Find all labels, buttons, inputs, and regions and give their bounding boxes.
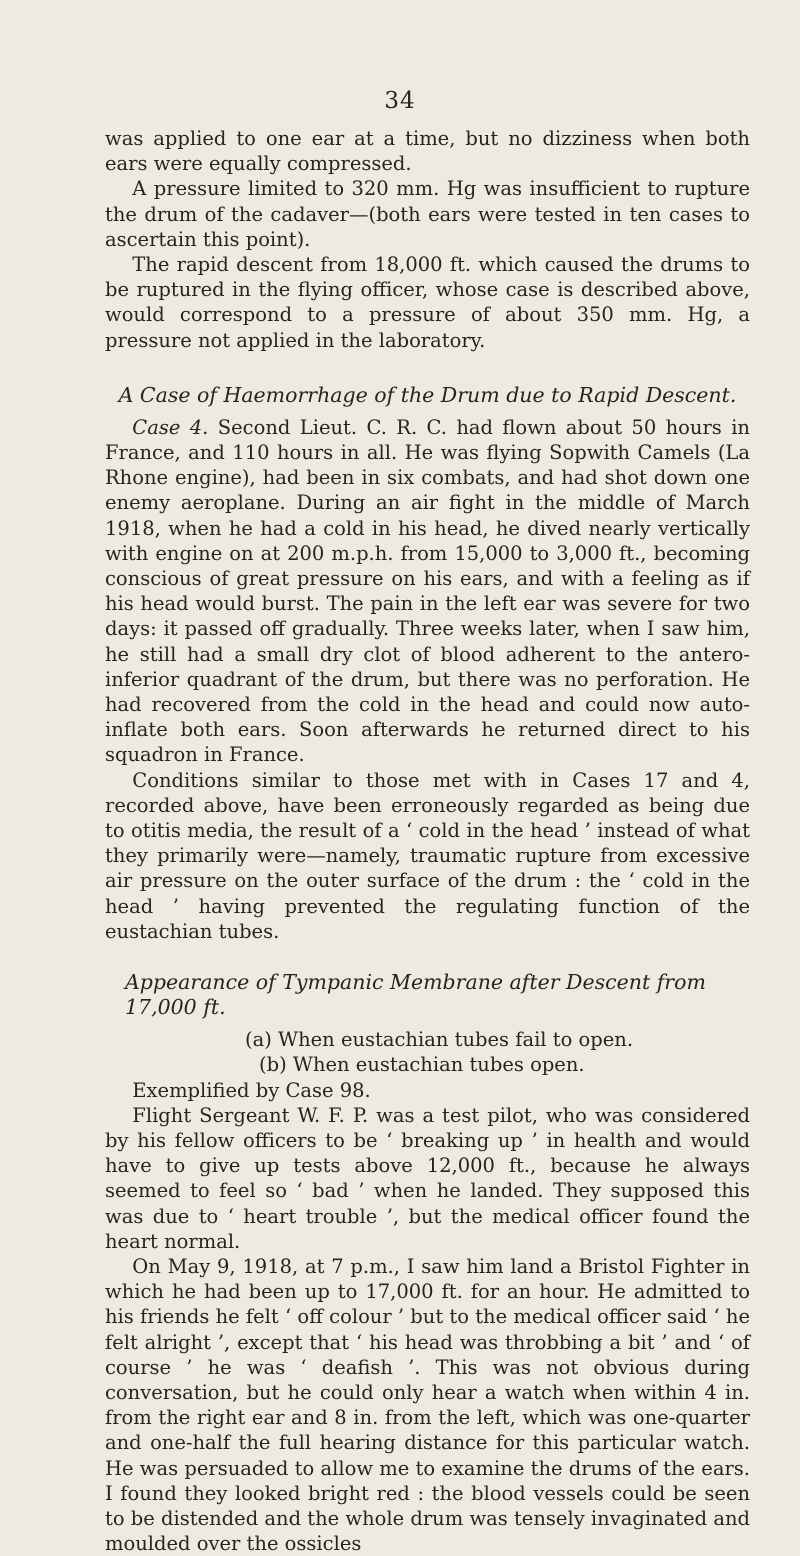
paragraph-may-9: On May 9, 1918, at 7 p.m., I saw him land a Bristol Fighter in which he had been up to 17,000 ft. for an hour. He admitted to his friends he felt ‘ off colour ’ but to the medical officer said ‘ he felt alright ’, except that ‘ his head was throbbing a bit ’ and ‘ of course ’ he was ‘ deafish ’. This was not obvious during conversation, but he could only hear a watch when within 4 in. from the right ear and 8 in. from the left, which was one-quarter and one-half the full hearing distance for this particular watch. He was persuaded to allow me to examine the drums of the ears. I found they looked bright red : the blood vessels could be seen to be distended and the whole drum was tensely invaginated and moulded over the ossicles bbox=[105, 1254, 750, 1556]
section-heading-appearance: Appearance of Tympanic Membrane after Descent from 17,000 ft. bbox=[125, 970, 706, 1020]
paragraph-exemplified: Exemplified by Case 98. bbox=[132, 1078, 371, 1102]
paragraph-conditions: Conditions similar to those met with in Cases 17 and 4, recorded above, have been erroneously regarded as being due to otitis media, the result of a ‘ cold in the head ’ instead of what they primarily were—namely, traumatic rupture from excessive air pressure on the outer surface of the drum : the ‘ cold in the head ’ having prevented the regulating function of the eustachian tubes. bbox=[105, 768, 750, 943]
paragraph-pressure-limit: A pressure limited to 320 mm. Hg was insufficient to rupture the drum of the cadaver—(both ears were tested in ten cases to ascertain this point). bbox=[105, 177, 750, 251]
body-text bbox=[105, 126, 750, 1556]
paragraph-flight-sergeant: Flight Sergeant W. F. P. was a test pilot, who was considered by his fellow officers to be ‘ breaking up ’ in health and would have to give up tests above 12,000 ft., because he always seemed to feel so ‘ bad ’ when he landed. They supposed this was due to ‘ heart trouble ’, but the medical officer found the heart normal. bbox=[105, 1103, 750, 1253]
paragraph-continuation: was applied to one ear at a time, but no dizziness when both ears were equally compressed. bbox=[105, 127, 750, 176]
case-4-text: Second Lieut. C. R. C. had flown about 50 hours in France, and 110 hours in all. He was flying Sopwith Camels (La Rhone engine), had been in six combats, and had shot down one enemy aeroplane. During an air fight in the middle of March 1918, when he had a cold in his head, he dived nearly vertically with engine on at 200 m.p.h. from 15,000 to 3,000 ft., becoming conscious of great pressure on his ears, and with a feeling as if his head would burst. The pain in the left ear was severe for two days: it passed off gradually. Three weeks later, when I saw him, he still had a small dry clot of blood adherent to the antero-inferior quadrant of the drum, but there was no perforation. He had recovered from the cold in the head and could now auto-inflate both ears. Soon afterwards he returned direct to his squadron in France. bbox=[105, 415, 750, 767]
case-4-label: Case 4. bbox=[132, 415, 209, 439]
paragraph-case-4 bbox=[105, 415, 750, 768]
conditions-list bbox=[105, 1027, 750, 1077]
page-number: 34 bbox=[384, 88, 416, 114]
list-item: (a) When eustachian tubes fail to open. bbox=[245, 1028, 634, 1052]
section-heading-haemorrhage: A Case of Haemorrhage of the Drum due to Rapid Descent. bbox=[118, 382, 737, 407]
list-item: (b) When eustachian tubes open. bbox=[259, 1053, 585, 1077]
paragraph-rapid-descent: The rapid descent from 18,000 ft. which caused the drums to be ruptured in the flying officer, whose case is described above, would correspond to a pressure of about 350 mm. Hg, a pressure not applied in the laboratory. bbox=[105, 253, 750, 352]
